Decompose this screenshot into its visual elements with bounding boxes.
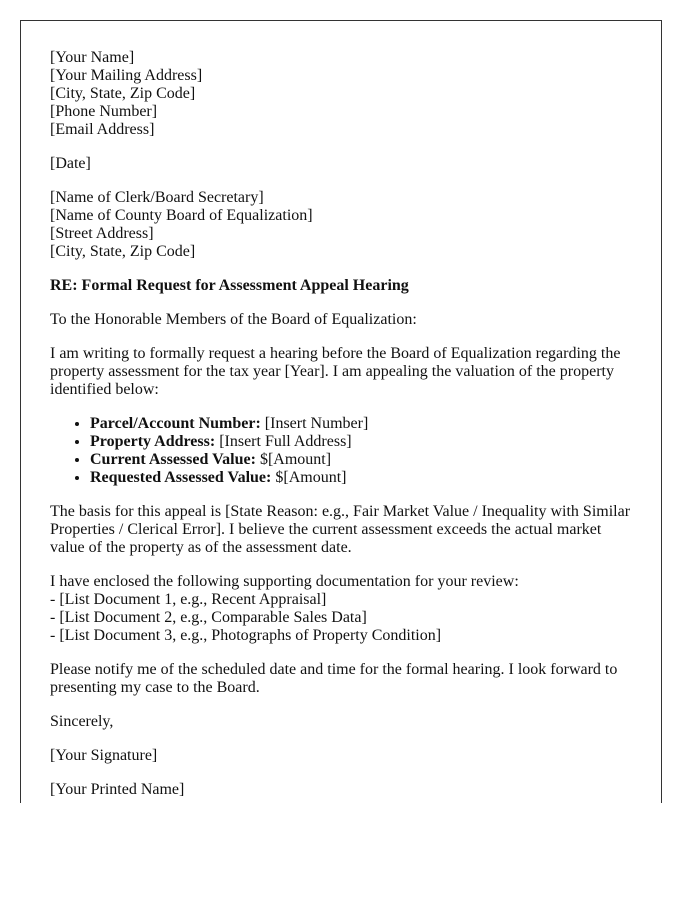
intro-paragraph: I am writing to formally request a hearing before the Board of Equalization regarding the property assessment for the tax year [Year]. I am appealing the valuation of the property identified below:	[50, 345, 621, 398]
recipient-name: [Name of Clerk/Board Secretary]	[50, 189, 264, 206]
property-details-list	[50, 415, 631, 487]
list-item	[90, 469, 631, 487]
detail-value: $[Amount]	[255, 451, 332, 468]
detail-value: $[Amount]	[271, 469, 347, 486]
sender-city: [City, State, Zip Code]	[50, 85, 196, 102]
detail-label: Requested Assessed Value:	[90, 469, 272, 486]
sender-name: [Your Name]	[50, 49, 135, 66]
recipient-board: [Name of County Board of Equalization]	[50, 207, 313, 224]
sender-phone: [Phone Number]	[50, 103, 158, 120]
printed-name: [Your Printed Name]	[50, 781, 185, 798]
documents-intro: I have enclosed the following supporting documentation for your review:	[50, 573, 519, 590]
detail-value: [Insert Number]	[260, 415, 369, 432]
detail-label: Current Assessed Value:	[90, 451, 256, 468]
document-item: - [List Document 1, e.g., Recent Appraisal]	[50, 591, 327, 608]
recipient-street: [Street Address]	[50, 225, 154, 242]
list-item	[90, 451, 631, 469]
list-item	[90, 433, 631, 451]
document-item: - [List Document 2, e.g., Comparable Sales Data]	[50, 609, 367, 626]
list-item	[90, 415, 631, 433]
sender-address: [Your Mailing Address]	[50, 67, 203, 84]
salutation: To the Honorable Members of the Board of Equalization:	[50, 311, 417, 328]
signature: [Your Signature]	[50, 747, 158, 764]
recipient-city: [City, State, Zip Code]	[50, 243, 196, 260]
sender-block	[50, 49, 631, 139]
closing-paragraph: Please notify me of the scheduled date and time for the formal hearing. I look forward to presenting my case to the Board.	[50, 661, 618, 696]
detail-label: Property Address:	[90, 433, 216, 450]
detail-value: [Insert Full Address]	[215, 433, 352, 450]
document-item: - [List Document 3, e.g., Photographs of Property Condition]	[50, 627, 442, 644]
basis-paragraph: The basis for this appeal is [State Reason: e.g., Fair Market Value / Inequality with Similar Properties / Clerical Error]. I believe the current assessment exceeds the actual market value of the property as of the assessment date.	[50, 503, 631, 556]
recipient-block	[50, 189, 631, 261]
detail-label: Parcel/Account Number:	[90, 415, 261, 432]
letter-date: [Date]	[50, 155, 91, 172]
subject-line: RE: Formal Request for Assessment Appeal Hearing	[50, 277, 409, 294]
sender-email: [Email Address]	[50, 121, 155, 138]
closing: Sincerely,	[50, 713, 114, 730]
letter-page	[20, 20, 662, 803]
documents-block	[50, 573, 631, 645]
